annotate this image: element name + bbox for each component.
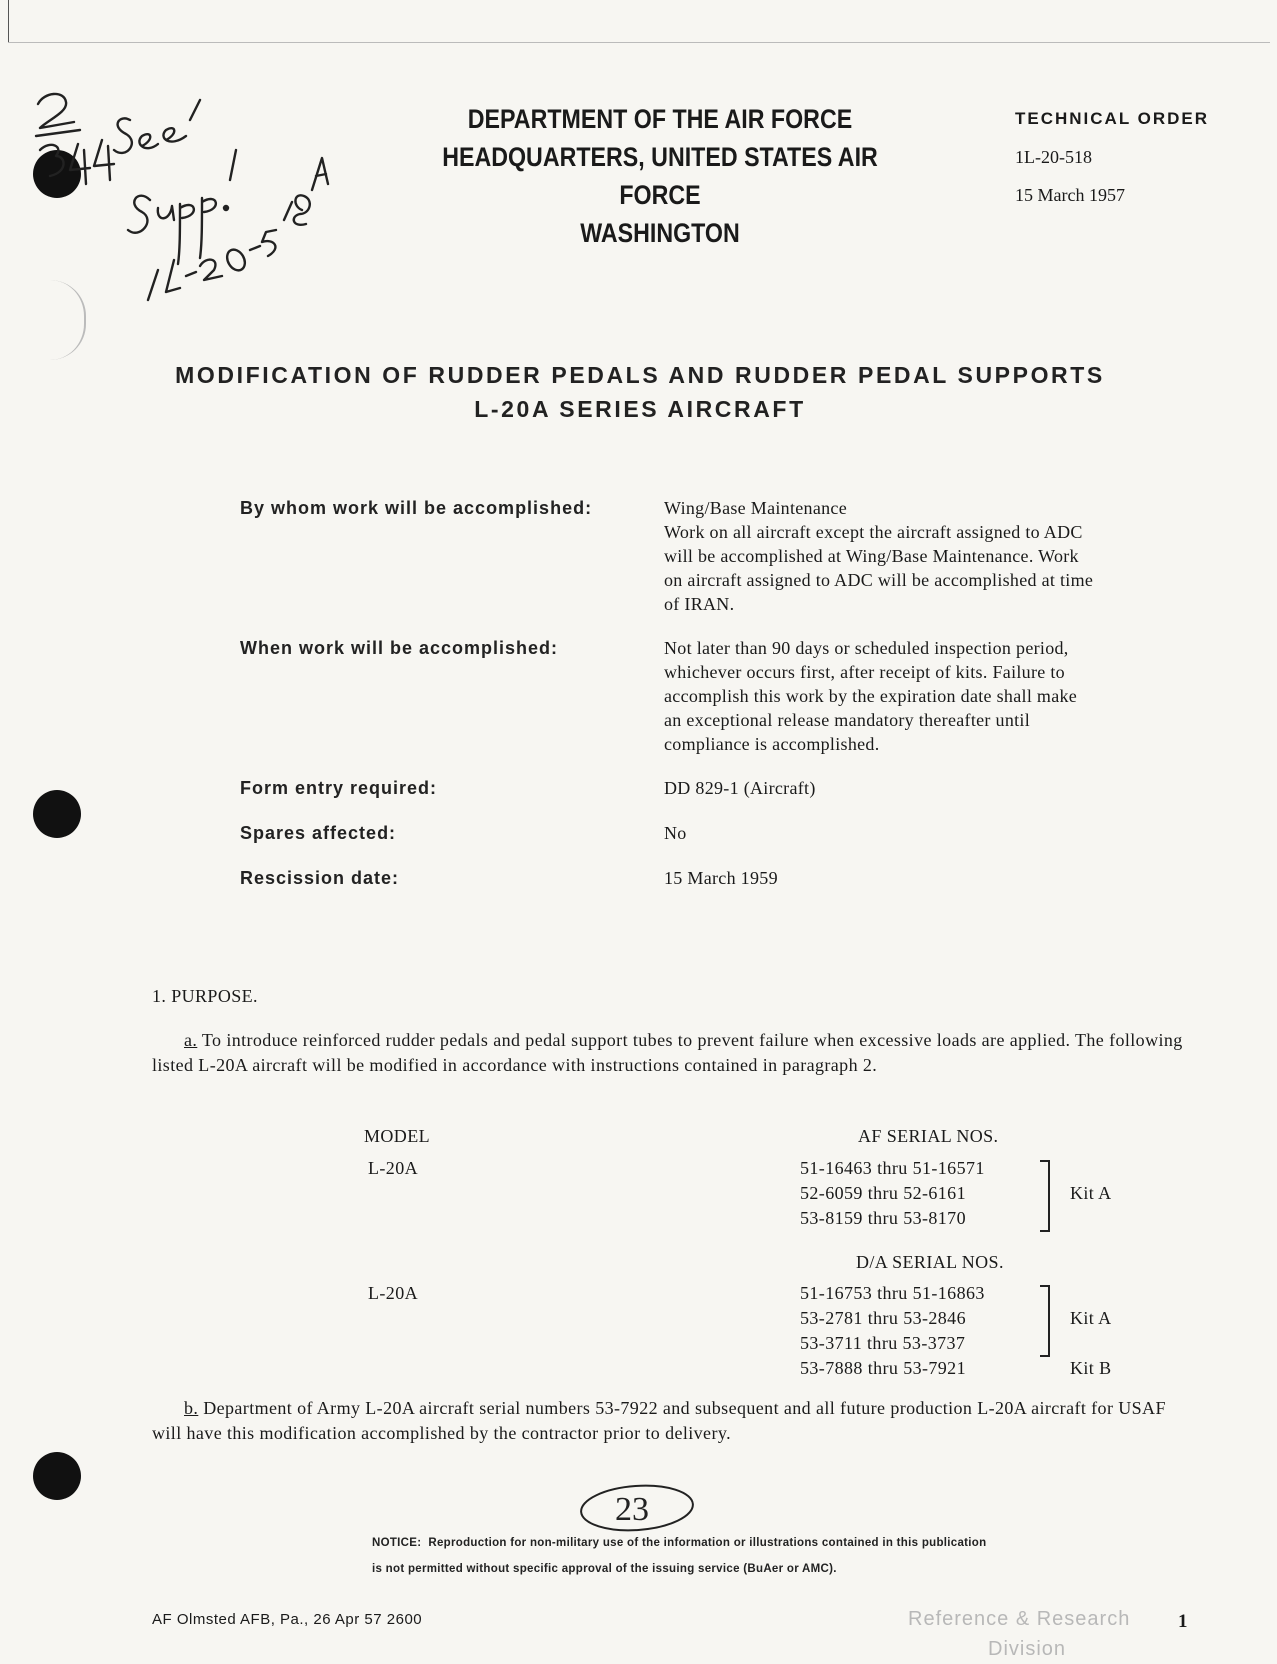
scan-edge-line [8, 0, 9, 42]
header-line-1: DEPARTMENT OF THE AIR FORCE [467, 104, 853, 134]
paragraph-text: To introduce reinforced rudder pedals and pedal support tubes to prevent failure when excessive loads are applied. The following listed L-20A aircraft will be modified in accordance with instructions contained in paragraph 2. [152, 1030, 1183, 1075]
handwritten-circled-number [575, 1478, 695, 1538]
meta-label: Spares affected: [240, 823, 397, 843]
issuing-authority [411, 100, 910, 252]
title-line-2: L-20A SERIES AIRCRAFT [474, 396, 806, 422]
meta-row-rescission [240, 866, 1120, 891]
meta-value: 15 March 1959 [664, 868, 778, 888]
meta-label: By whom work will be accomplished: [240, 498, 593, 518]
document-title [140, 358, 1140, 426]
da-model: L-20A [368, 1283, 418, 1303]
header-line-3: WASHINGTON [580, 218, 740, 248]
da-serial-row: 53-2781 thru 53-2846 [800, 1308, 966, 1328]
printer-imprint: AF Olmsted AFB, Pa., 26 Apr 57 2600 [152, 1611, 423, 1628]
paragraph-a [152, 1028, 1192, 1078]
meta-value-line: Work on all aircraft except the aircraft assigned to ADC will be accomplished at Wing/Base Maintenance. Work on aircraft assigned to ADC will be accomplished at time of IRAN. [664, 522, 1094, 614]
af-serial-header: AF SERIAL NOS. [858, 1126, 999, 1146]
header-line-2: HEADQUARTERS, UNITED STATES AIR FORCE [442, 142, 878, 210]
af-kit-label: Kit A [1070, 1183, 1112, 1203]
meta-value-line: Wing/Base Maintenance [664, 498, 848, 518]
meta-row-by-whom [240, 496, 1120, 616]
technical-order-label: TECHNICAL ORDER [1015, 109, 1210, 128]
meta-row-form-entry [240, 776, 1120, 801]
reproduction-notice [372, 1530, 992, 1582]
meta-row-when [240, 636, 1120, 756]
meta-value: No [664, 823, 687, 843]
da-serial-row: 53-3711 thru 53-3737 [800, 1333, 966, 1353]
technical-order-block [1015, 100, 1209, 214]
title-line-1: MODIFICATION OF RUDDER PEDALS AND RUDDER PEDAL SUPPORTS [175, 362, 1105, 388]
meta-value: DD 829-1 (Aircraft) [664, 778, 816, 798]
paragraph-marker: a. [184, 1030, 198, 1050]
meta-label: When work will be accomplished: [240, 638, 559, 658]
library-stamp-line: Reference & Research [908, 1608, 1131, 1630]
af-model: L-20A [368, 1158, 418, 1178]
da-serial-row: 51-16753 thru 51-16863 [800, 1283, 985, 1303]
page-number: 1 [1178, 1611, 1188, 1632]
meta-label: Rescission date: [240, 868, 400, 888]
technical-order-number: 1L-20-518 [1015, 147, 1092, 167]
notice-label: NOTICE: [372, 1537, 422, 1549]
punch-hole-bottom [33, 1452, 81, 1500]
kit-bracket [1040, 1160, 1050, 1232]
issue-date: 15 March 1957 [1015, 185, 1125, 205]
meta-value [664, 496, 1114, 616]
da-kit-a-label: Kit A [1070, 1308, 1112, 1328]
da-kit-b-label: Kit B [1070, 1358, 1112, 1378]
paragraph-b [152, 1396, 1192, 1446]
af-serial-row: 51-16463 thru 51-16571 [800, 1158, 985, 1178]
scan-top-line [8, 42, 1270, 43]
meta-row-spares [240, 821, 1120, 846]
meta-value: Not later than 90 days or scheduled inspection period, whichever occurs first, after receipt of kits. Failure to accomplish this work by the expiration date shall make an exceptional release mandatory thereafter until compliance is accomplished. [664, 638, 1078, 754]
paragraph-text: Department of Army L-20A aircraft serial numbers 53-7922 and subsequent and all future production L-20A aircraft for USAF will have this modification accomplished by the contractor prior to delivery. [152, 1398, 1166, 1443]
model-column-header: MODEL [364, 1126, 430, 1146]
section-heading-purpose: 1. PURPOSE. [152, 986, 258, 1006]
da-serial-row: 53-7888 thru 53-7921 [800, 1358, 966, 1378]
paragraph-marker: b. [184, 1398, 199, 1418]
punch-hole-middle [33, 790, 81, 838]
da-serial-header: D/A SERIAL NOS. [856, 1252, 1004, 1272]
library-stamp-line: Division [988, 1638, 1067, 1660]
work-info-table [240, 496, 1120, 911]
af-serial-row: 53-8159 thru 53-8170 [800, 1208, 966, 1228]
meta-label: Form entry required: [240, 778, 438, 798]
kit-bracket [1040, 1285, 1050, 1357]
handwritten-annotation [30, 80, 330, 310]
af-serial-row: 52-6059 thru 52-6161 [800, 1183, 966, 1203]
stamp-number: 23 [615, 1491, 649, 1528]
notice-text: Reproduction for non-military use of the information or illustrations contained in this publication is not permitted without specific approval of the issuing service (BuAer or AMC). [372, 1537, 987, 1575]
library-stamp [908, 1604, 1130, 1664]
